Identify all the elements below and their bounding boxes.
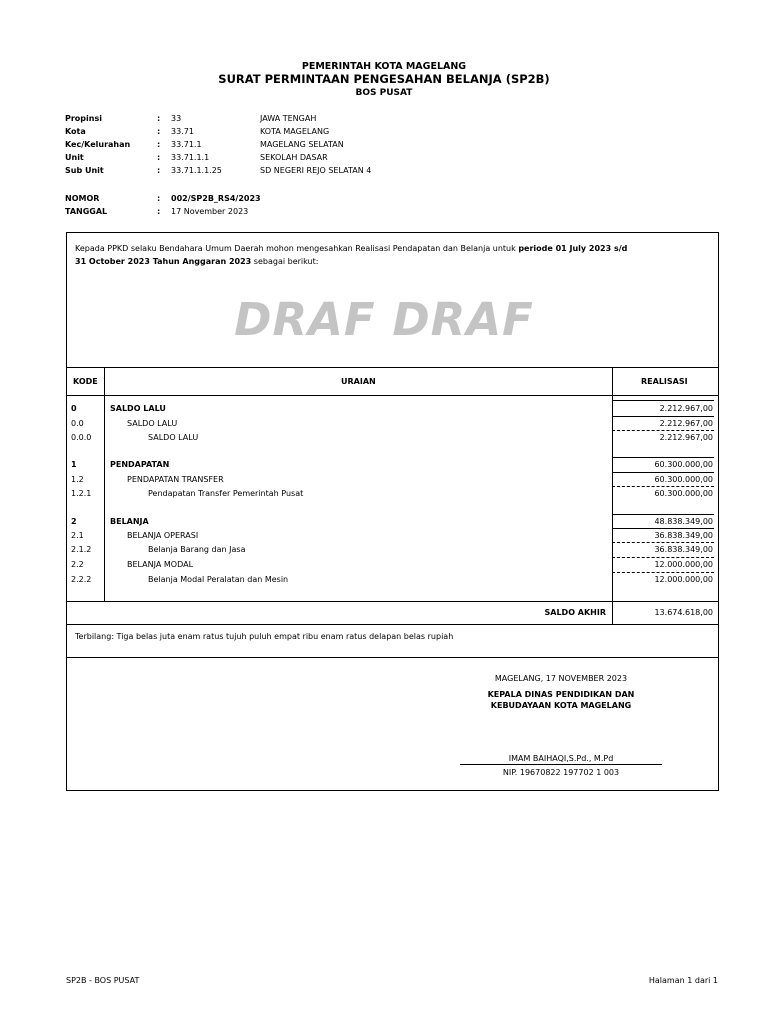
identity-label: Kec/Kelurahan	[65, 140, 131, 149]
value-rule	[612, 514, 714, 515]
row-uraian: BELANJA MODAL	[127, 560, 194, 569]
row-kode: 2.1.2	[71, 545, 92, 554]
row-realisasi: 60.300.000,00	[654, 460, 713, 469]
signature-title	[460, 689, 662, 711]
identity-name: SEKOLAH DASAR	[260, 153, 328, 162]
row-uraian: SALDO LALU	[148, 433, 199, 442]
signatory-nip: NIP. 19670822 197702 1 003	[502, 768, 620, 777]
row-kode: 2	[71, 517, 77, 526]
table-row	[0, 433, 768, 447]
tanggal-value: 17 November 2023	[171, 207, 249, 216]
row-realisasi: 2.212.967,00	[659, 419, 713, 428]
terbilang-text: Terbilang: Tiga belas juta enam ratus tujuh puluh empat ribu enam ratus delapan belas rupiah	[75, 632, 454, 641]
intro-paragraph	[75, 242, 635, 268]
value-rule	[612, 430, 714, 431]
signature-title-line1: KEPALA DINAS PENDIDIKAN DAN	[487, 690, 635, 699]
row-uraian: PENDAPATAN TRANSFER	[127, 475, 224, 484]
government-title: PEMERINTAH KOTA MAGELANG	[301, 61, 467, 72]
row-realisasi: 12.000.000,00	[654, 575, 713, 584]
saldo-bottom-border	[66, 624, 719, 625]
row-uraian: PENDAPATAN	[110, 460, 170, 469]
nomor-row	[65, 192, 665, 205]
value-rule	[612, 542, 714, 543]
nomor-label: NOMOR	[65, 194, 100, 203]
saldo-akhir-label: SALDO AKHIR	[544, 608, 606, 617]
row-kode: 2.2	[71, 560, 84, 569]
identity-name: SD NEGERI REJO SELATAN 4	[260, 166, 372, 175]
value-rule	[612, 557, 714, 558]
identity-row-kec-kelurahan	[65, 138, 665, 151]
identity-label: Unit	[65, 153, 84, 162]
nomor-colon: :	[157, 194, 161, 203]
table-body-bottom-border	[66, 601, 719, 602]
row-realisasi: 60.300.000,00	[654, 489, 713, 498]
identity-row-kota	[65, 125, 665, 138]
kode-header: KODE	[73, 377, 98, 386]
value-rule	[612, 472, 714, 473]
row-realisasi: 2.212.967,00	[659, 433, 713, 442]
identity-name: KOTA MAGELANG	[260, 127, 330, 136]
value-rule	[612, 528, 714, 529]
realisasi-header: REALISASI	[641, 377, 688, 386]
identity-name: MAGELANG SELATAN	[260, 140, 344, 149]
signature-line	[460, 764, 662, 765]
table-row	[0, 489, 768, 503]
identity-code: 33	[171, 114, 182, 123]
row-realisasi: 12.000.000,00	[654, 560, 713, 569]
row-kode: 1	[71, 460, 77, 469]
row-uraian: SALDO LALU	[127, 419, 178, 428]
table-row	[0, 575, 768, 589]
identity-block	[65, 112, 665, 177]
document-number-block	[65, 192, 665, 218]
table-top-border	[66, 367, 719, 368]
identity-label: Sub Unit	[65, 166, 104, 175]
intro-text-end: sebagai berikut:	[251, 257, 319, 266]
row-uraian: BELANJA OPERASI	[127, 531, 199, 540]
signature-title-line2: KEBUDAYAAN KOTA MAGELANG	[490, 701, 632, 710]
identity-row-unit	[65, 151, 665, 164]
row-realisasi: 48.838.349,00	[654, 517, 713, 526]
intro-period: periode 01 July 2023 s/d 31 October 2023 Tahun Anggaran 2023	[75, 244, 628, 266]
row-realisasi: 2.212.967,00	[659, 404, 713, 413]
footer-page-number: Halaman 1 dari 1	[648, 976, 718, 985]
draft-watermark: DRAF DRAF	[234, 293, 534, 346]
row-realisasi: 36.838.349,00	[654, 545, 713, 554]
document-title: SURAT PERMINTAAN PENGESAHAN BELANJA (SP2B)	[218, 72, 550, 86]
row-kode: 0.0.0	[71, 433, 92, 442]
tanggal-row	[65, 205, 665, 218]
signatory-name: IMAM BAIHAQI,S.Pd., M.Pd	[508, 754, 614, 763]
identity-row-sub-unit	[65, 164, 665, 177]
intro-text: Kepada PPKD selaku Bendahara Umum Daerah mohon mengesahkan Realisasi Pendapatan dan Belanja untuk	[75, 244, 519, 253]
identity-colon: :	[157, 140, 161, 149]
value-rule	[612, 572, 714, 573]
value-rule	[612, 457, 714, 458]
row-uraian: BELANJA	[110, 517, 149, 526]
row-kode: 1.2.1	[71, 489, 92, 498]
nomor-value: 002/SP2B_RS4/2023	[171, 194, 261, 203]
row-kode: 2.2.2	[71, 575, 92, 584]
identity-label: Propinsi	[65, 114, 102, 123]
value-rule	[612, 486, 714, 487]
row-kode: 2.1	[71, 531, 84, 540]
footer-document-label: SP2B - BOS PUSAT	[66, 976, 140, 985]
identity-row-propinsi	[65, 112, 665, 125]
uraian-header: URAIAN	[341, 377, 376, 386]
row-uraian: SALDO LALU	[110, 404, 166, 413]
terbilang-bottom-border	[66, 657, 719, 658]
identity-label: Kota	[65, 127, 86, 136]
value-rule	[612, 416, 714, 417]
row-uraian: Pendapatan Transfer Pemerintah Pusat	[148, 489, 304, 498]
identity-code: 33.71	[171, 127, 194, 136]
row-kode: 1.2	[71, 475, 84, 484]
identity-colon: :	[157, 127, 161, 136]
identity-code: 33.71.1.1	[171, 153, 210, 162]
identity-code: 33.71.1.1.25	[171, 166, 222, 175]
row-kode: 0.0	[71, 419, 84, 428]
tanggal-colon: :	[157, 207, 161, 216]
identity-code: 33.71.1	[171, 140, 202, 149]
document-subtitle: BOS PUSAT	[355, 88, 413, 98]
identity-colon: :	[157, 153, 161, 162]
value-rule	[612, 400, 714, 401]
tanggal-label: TANGGAL	[65, 207, 108, 216]
identity-colon: :	[157, 114, 161, 123]
row-kode: 0	[71, 404, 77, 413]
signature-place-date: MAGELANG, 17 NOVEMBER 2023	[494, 674, 628, 683]
table-header-bottom-border	[66, 395, 719, 396]
row-uraian: Belanja Modal Peralatan dan Mesin	[148, 575, 289, 584]
row-realisasi: 36.838.349,00	[654, 531, 713, 540]
identity-name: JAWA TENGAH	[260, 114, 317, 123]
saldo-akhir-value: 13.674.618,00	[654, 608, 713, 617]
identity-colon: :	[157, 166, 161, 175]
row-realisasi: 60.300.000,00	[654, 475, 713, 484]
row-uraian: Belanja Barang dan Jasa	[148, 545, 246, 554]
